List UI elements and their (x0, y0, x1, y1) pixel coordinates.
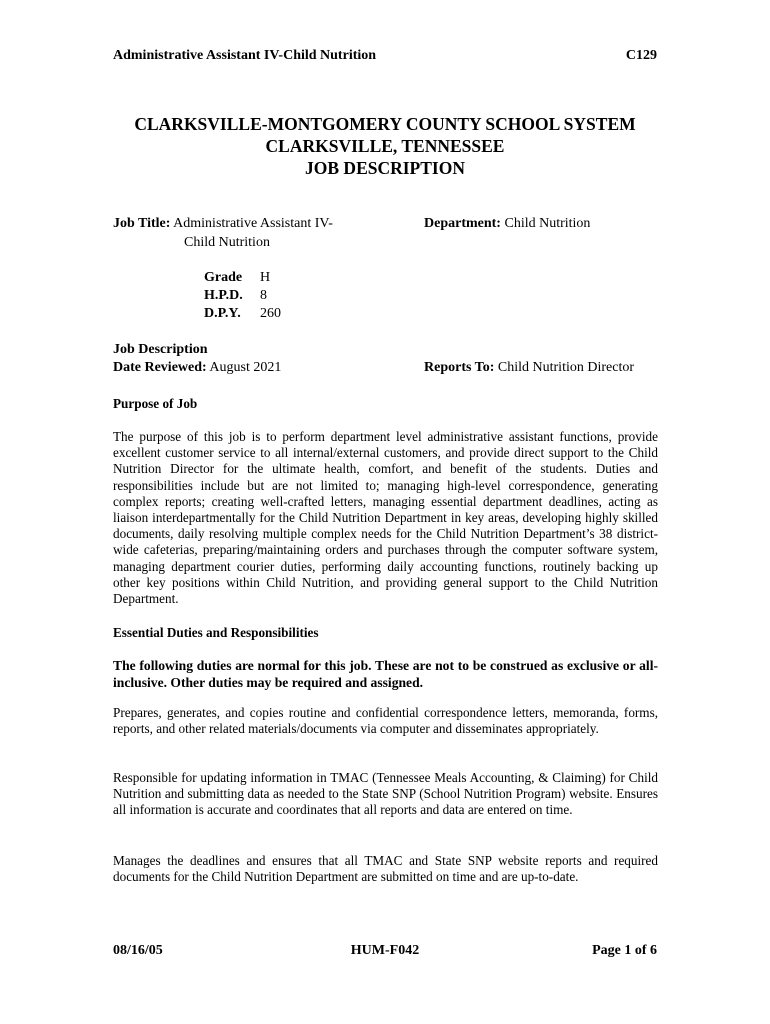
duties-heading: Essential Duties and Responsibilities (113, 625, 319, 640)
job-title-value-line2: Child Nutrition (184, 235, 270, 250)
dpy-row (204, 306, 281, 322)
hpd-value: 8 (260, 288, 267, 303)
date-reviewed-label: Date Reviewed: (113, 360, 207, 375)
footer-form-code: HUM-F042 (350, 943, 420, 958)
purpose-heading: Purpose of Job (113, 396, 198, 411)
duty-item: Prepares, generates, and copies routine and confidential correspondence letters, memoranda, forms, reports, and other related materials/documents via computer and disseminates appropriately. (113, 705, 658, 737)
header-doc-code: C129 (625, 48, 657, 63)
title-job-description: JOB DESCRIPTION (305, 158, 465, 178)
dpy-label: D.P.Y. (204, 306, 241, 321)
hpd-row (204, 288, 267, 304)
job-title-value: Administrative Assistant IV- (173, 216, 333, 231)
reports-to-field (424, 360, 634, 376)
date-reviewed-value: August 2021 (209, 360, 282, 375)
dpy-value: 260 (260, 306, 281, 321)
department-value: Child Nutrition (504, 216, 591, 231)
duty-item: Manages the deadlines and ensures that all TMAC and State SNP website reports and required documents for the Child Nutrition Department are submitted on time and are up-to-date. (113, 853, 658, 885)
duty-item: Responsible for updating information in TMAC (Tennessee Meals Accounting, & Claiming) for Child Nutrition and submitting data as needed to the State SNP (School Nutrition Program) website. Ensures all information is accurate and coordinates that all reports and data are entered on time. (113, 770, 658, 818)
grade-row (204, 270, 270, 286)
hpd-label: H.P.D. (204, 288, 243, 303)
footer-page-number: Page 1 of 6 (592, 943, 657, 958)
grade-label: Grade (204, 270, 243, 285)
grade-value: H (260, 270, 271, 285)
department-label: Department: (424, 216, 501, 231)
job-title-field (113, 216, 333, 232)
purpose-text: The purpose of this job is to perform department level administrative assistant functions, provide excellent customer service to all internal/external customers, and provide direct support to the Child Nutrition Director for the ultimate health, comfort, and benefit of the students. Duties and responsibilities include but are not limited to; managing high-level correspondence, generating complex reports; creating well-crafted letters, managing essential department deadlines, acting as liaison interdepartmentally for the Child Nutrition Department in key areas, developing highly skilled documents, daily resolving multiple complex needs for the Child Nutrition Department’s 38 district-wide cafeterias, preparing/maintaining orders and purchases through the computer software system, managing department courier duties, performing daily accounting functions, routinely backing up other key positions within Child Nutrition, and providing general support to the Child Nutrition Department. (113, 429, 658, 607)
reports-to-label: Reports To: (424, 360, 495, 375)
department-field (424, 216, 590, 232)
header-doc-title: Administrative Assistant IV-Child Nutrition (113, 48, 377, 63)
reports-to-value: Child Nutrition Director (497, 360, 634, 375)
job-title-label: Job Title: (113, 216, 171, 231)
job-description-label: Job Description (113, 342, 208, 357)
duties-intro: The following duties are normal for this job. These are not to be construed as exclusive or all-inclusive. Other duties may be required and assigned. (113, 658, 658, 690)
title-school-system: CLARKSVILLE-MONTGOMERY COUNTY SCHOOL SYSTEM (134, 114, 636, 134)
footer-date: 08/16/05 (113, 943, 163, 958)
date-reviewed-field (113, 360, 281, 376)
title-city-state: CLARKSVILLE, TENNESSEE (265, 136, 505, 156)
